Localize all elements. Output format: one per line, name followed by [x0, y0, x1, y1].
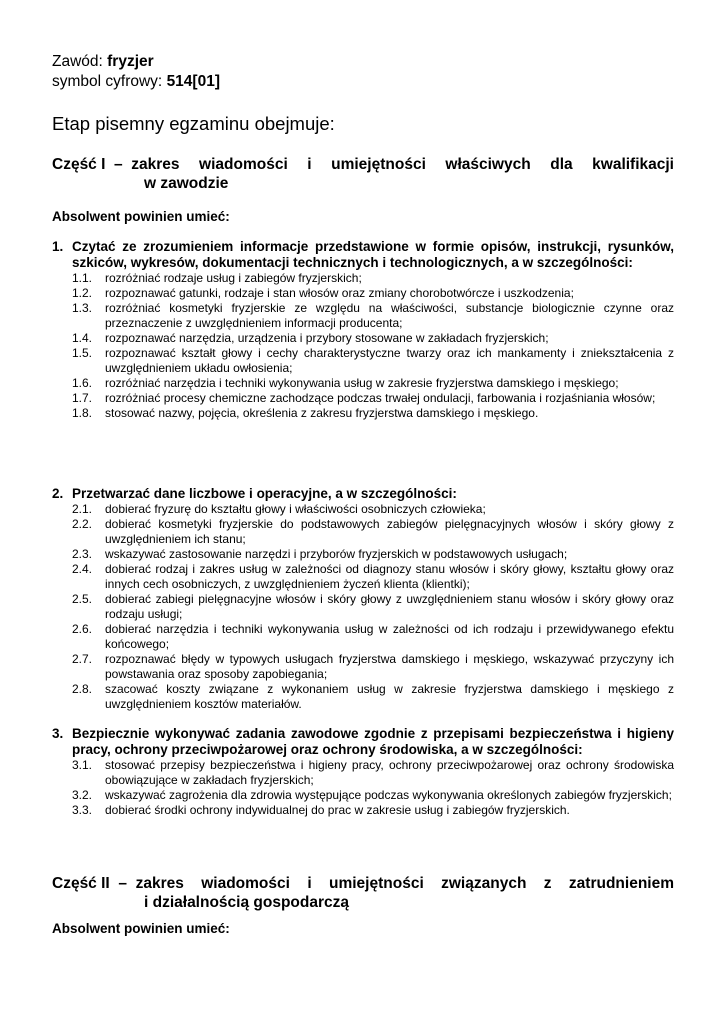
- item-number: 3.1.: [72, 758, 93, 772]
- profession-header: [52, 52, 220, 92]
- item-number: 2.3.: [72, 547, 93, 561]
- item-text: stosować nazwy, pojęcia, określenia z zakresu fryzjerstwa damskiego i męskiego.: [105, 406, 539, 420]
- profession-value: fryzjer: [107, 53, 154, 70]
- item-text: rozróżniać rodzaje usług i zabiegów fryzjerskich;: [105, 271, 362, 285]
- item-text: rozpoznawać kształt głowy i cechy charakterystyczne twarzy oraz ich mankamenty i zniekształcenia z uwzględnieniem układu owłosienia;: [105, 346, 674, 375]
- item-number: 3.3.: [72, 803, 93, 817]
- item-number: 2.7.: [72, 652, 93, 666]
- section-1: [52, 239, 674, 421]
- item-text: rozróżniać kosmetyki fryzjerskie ze względu na właściwości, substancje biologicznie czynne oraz przeznaczenie z uwzględnieniem informacji producenta;: [105, 301, 674, 330]
- symbol-label: symbol cyfrowy:: [52, 73, 167, 90]
- part-1-heading: [52, 155, 674, 193]
- section-title: Czytać ze zrozumieniem informacje przedstawione w formie opisów, instrukcji, rysunków, szkiców, wykresów, dokumentacji technicznych i technologicznych, a w szczególności:: [72, 239, 674, 270]
- section-number: 3.: [52, 726, 64, 741]
- part-2-heading: [52, 874, 674, 912]
- list-item: [72, 803, 674, 818]
- item-number: 1.6.: [72, 376, 93, 390]
- list-item: [72, 406, 674, 421]
- item-text: stosować przepisy bezpieczeństwa i higieny pracy, ochrony przeciwpożarowej oraz ochrony środowiska obowiązujące w zakładach fryzjerskich;: [105, 758, 674, 787]
- list-item: [72, 592, 674, 622]
- list-item: [72, 547, 674, 562]
- item-text: rozróżniać procesy chemiczne zachodzące podczas trwałej ondulacji, farbowania i rozjaśniania włosów;: [105, 391, 656, 405]
- item-number: 2.2.: [72, 517, 93, 531]
- list-item: [72, 376, 674, 391]
- graduate-intro-2: Absolwent powinien umieć:: [52, 921, 230, 936]
- list-item: [72, 682, 674, 712]
- list-item: [72, 622, 674, 652]
- part-1-label: Część I –: [52, 156, 132, 173]
- item-number: 1.3.: [72, 301, 93, 315]
- section-number: 1.: [52, 239, 64, 254]
- section-1-heading: [52, 239, 674, 271]
- section-2-items: [72, 502, 674, 712]
- item-number: 1.7.: [72, 391, 93, 405]
- profession-line: [52, 52, 220, 72]
- list-item: [72, 331, 674, 346]
- item-text: wskazywać zagrożenia dla zdrowia występujące podczas wykonywania określonych zabiegów fryzjerskich;: [105, 788, 672, 802]
- symbol-value: 514[01]: [166, 73, 220, 90]
- part-2-line-1: zakres wiadomości i umiejętności związanych z zatrudnieniem: [135, 875, 674, 892]
- item-text: dobierać zabiegi pielęgnacyjne włosów i skóry głowy z uwzględnieniem stanu włosów i skóry głowy oraz rodzaju usługi;: [105, 592, 674, 621]
- item-number: 2.8.: [72, 682, 93, 696]
- list-item: [72, 502, 674, 517]
- section-3: [52, 726, 674, 818]
- list-item: [72, 788, 674, 803]
- item-text: rozpoznawać błędy w typowych usługach fryzjerstwa damskiego i męskiego, wskazywać przyczyny ich powstawania oraz sposoby zapobiegania;: [105, 652, 674, 681]
- graduate-intro: Absolwent powinien umieć:: [52, 209, 230, 224]
- list-item: [72, 391, 674, 406]
- list-item: [72, 301, 674, 331]
- part-1-line-2: w zawodzie: [144, 175, 229, 192]
- item-number: 3.2.: [72, 788, 93, 802]
- item-number: 2.4.: [72, 562, 93, 576]
- item-text: wskazywać zastosowanie narzędzi i przyborów fryzjerskich w podstawowych usługach;: [105, 547, 568, 561]
- section-1-items: [72, 271, 674, 421]
- item-number: 1.1.: [72, 271, 93, 285]
- item-text: rozróżniać narzędzia i techniki wykonywania usług w zakresie fryzjerstwa damskiego i męskiego;: [105, 376, 619, 390]
- item-text: rozpoznawać narzędzia, urządzenia i przybory stosowane w zakładach fryzjerskich;: [105, 331, 549, 345]
- section-3-heading: [52, 726, 674, 758]
- section-number: 2.: [52, 486, 64, 501]
- item-text: dobierać narzędzia i techniki wykonywania usług w zależności od ich rodzaju i przewidywanego efektu końcowego;: [105, 622, 674, 651]
- item-text: rozpoznawać gatunki, rodzaje i stan włosów oraz zmiany chorobotwórcze i uszkodzenia;: [105, 286, 574, 300]
- list-item: [72, 758, 674, 788]
- part-2-label: Część II –: [52, 875, 136, 892]
- section-title: Bezpiecznie wykonywać zadania zawodowe zgodnie z przepisami bezpieczeństwa i higieny pracy, ochrony przeciwpożarowej oraz ochrony środowiska, a w szczególności:: [72, 726, 674, 757]
- item-text: dobierać kosmetyki fryzjerskie do podstawowych zabiegów pielęgnacyjnych włosów i skóry głowy z uwzględnieniem ich stanu;: [105, 517, 674, 546]
- part-1-line-1: zakres wiadomości i umiejętności właściwych dla kwalifikacji: [131, 156, 674, 173]
- item-number: 1.8.: [72, 406, 93, 420]
- section-2-heading: [52, 486, 674, 502]
- profession-label: Zawód:: [52, 53, 108, 70]
- item-number: 1.4.: [72, 331, 93, 345]
- section-2: [52, 486, 674, 712]
- item-number: 2.5.: [72, 592, 93, 606]
- list-item: [72, 346, 674, 376]
- intro-heading: Etap pisemny egzaminu obejmuje:: [52, 113, 335, 134]
- list-item: [72, 286, 674, 301]
- item-number: 1.5.: [72, 346, 93, 360]
- item-text: dobierać rodzaj i zakres usług w zależności od diagnozy stanu włosów i skóry głowy, kształtu głowy oraz innych cech osobniczych, z uwzględnieniem życzeń klienta (klientki);: [105, 562, 674, 591]
- item-number: 2.1.: [72, 502, 93, 516]
- list-item: [72, 517, 674, 547]
- list-item: [72, 652, 674, 682]
- item-number: 1.2.: [72, 286, 93, 300]
- section-title: Przetwarzać dane liczbowe i operacyjne, a w szczególności:: [72, 486, 457, 501]
- list-item: [72, 271, 674, 286]
- section-3-items: [72, 758, 674, 818]
- item-text: szacować koszty związane z wykonaniem usług w zakresie fryzjerstwa damskiego i męskiego z uwzględnieniem kosztów materiałów.: [105, 682, 674, 711]
- item-text: dobierać fryzurę do kształtu głowy i właściwości osobniczych człowieka;: [105, 502, 486, 516]
- symbol-line: [52, 72, 220, 92]
- item-text: dobierać środki ochrony indywidualnej do prac w zakresie usług i zabiegów fryzjerskich.: [105, 803, 570, 817]
- part-2-line-2: i działalnością gospodarczą: [144, 894, 350, 911]
- list-item: [72, 562, 674, 592]
- item-number: 2.6.: [72, 622, 93, 636]
